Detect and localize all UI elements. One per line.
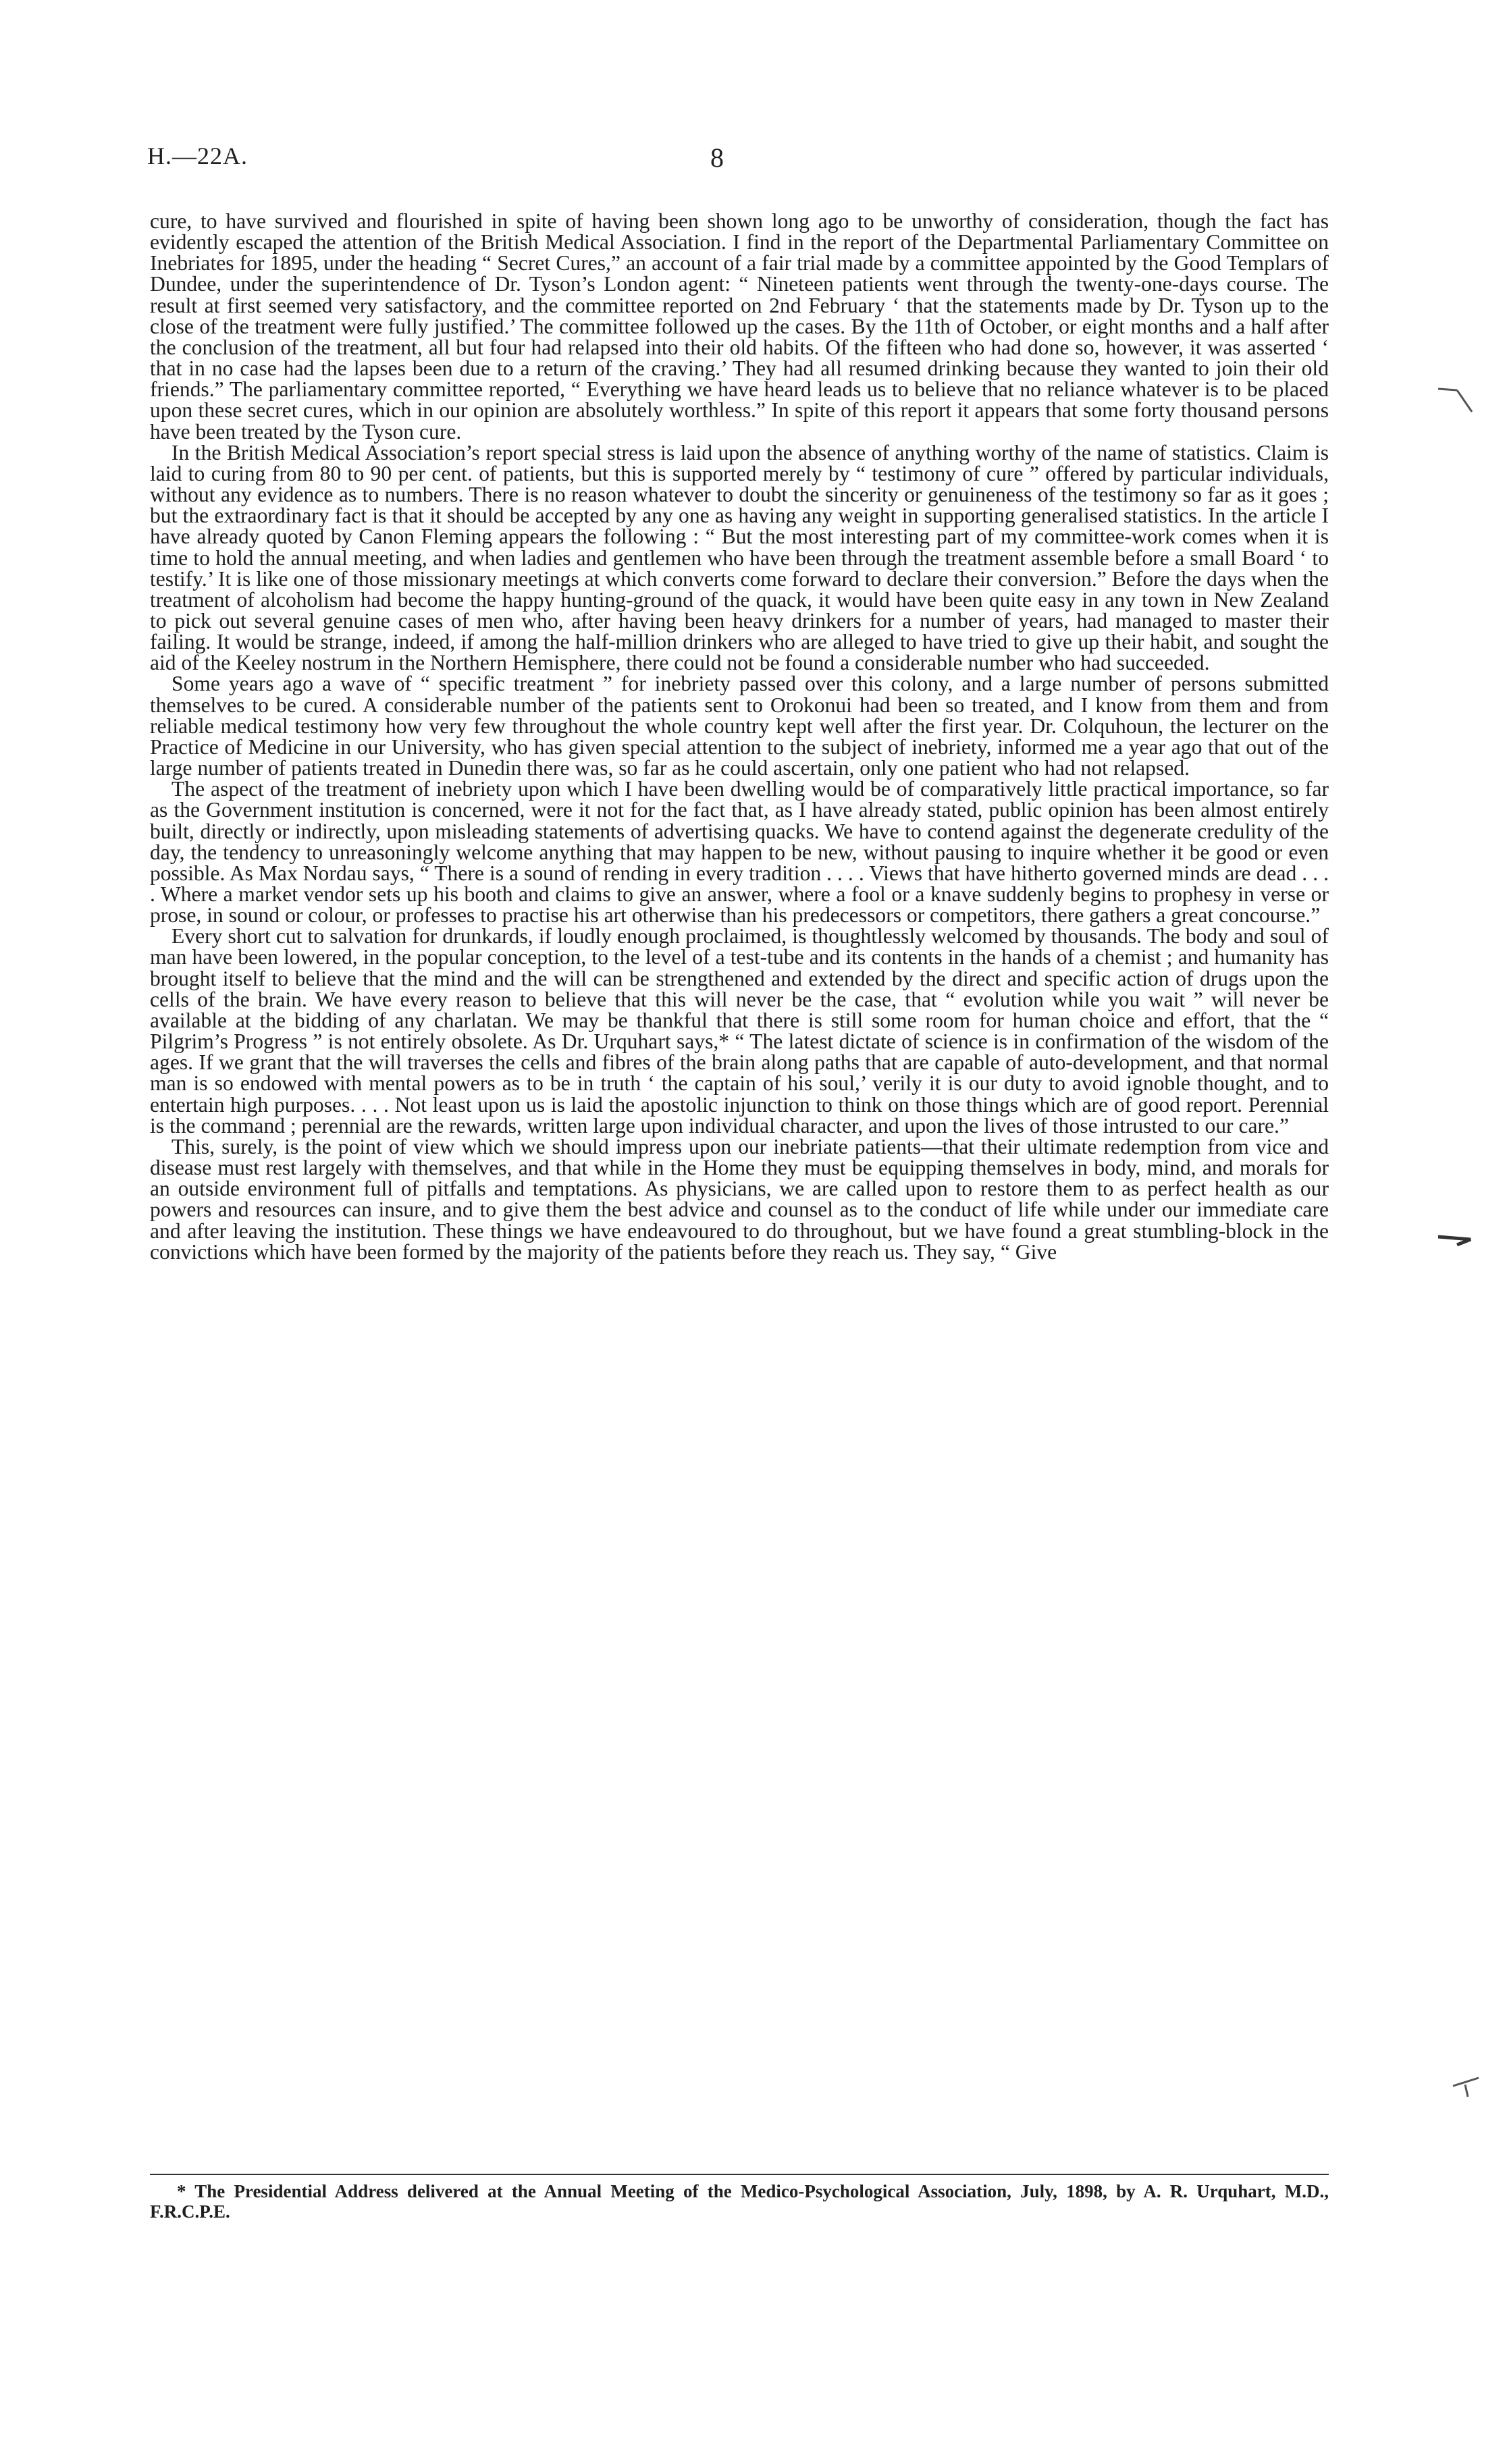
margin-mark-3 [1452, 2072, 1485, 2099]
paragraph-5: Every short cut to salvation for drunkards, if loudly enough proclaimed, is thoughtlessly welcomed by thousands. The body and soul of man have been lowered, in the popular conception, to the level of a test-tube and its contents in the hands of a chemist ; and humanity has brought itself to believe that the mind and the will can be strengthened and extended by the direct and specific action of drugs upon the cells of the brain. We have every reason to believe that this will never be the case, that “ evolution while you wait ” will never be available at the bidding of any charlatan. We may be thankful that there is still some room for human choice and effort, that the “ Pilgrim’s Progress ” is not entirely obsolete. As Dr. Urquhart says,* “ The latest dictate of science is in confirmation of the wisdom of the ages. If we grant that the will traverses the cells and fibres of the brain along paths that are capable of auto-development, and that normal man is so endowed with mental powers as to be in truth ‘ the captain of his soul,’ verily it is our duty to avoid ignoble thought, and to entertain high purposes. . . . Not least upon us is laid the apostolic injunction to think on those things which are of good report. Perennial is the command ; perennial are the rewards, written large upon individual character, and upon the lives of those intrusted to our care.” [150, 924, 1329, 1137]
document-reference: H.—22A. [147, 142, 248, 169]
paragraph-4: The aspect of the treatment of inebriety upon which I have been dwelling would be of comparatively little practical importance, so far as the Government institution is concerned, were it not for the fact that, as I have already stated, public opinion has been almost entirely built, directly or indirectly, upon misleading statements of advertising quacks. We have to contend against the degenerate credulity of the day, the tendency to unreasoningly welcome anything that may happen to be new, without pausing to inquire whether it be good or even possible. As Max Nordau says, “ There is a sound of rending in every tradition . . . . Views that have hitherto governed minds are dead . . . . Where a market vendor sets up his booth and claims to give an answer, where a fool or a knave suddenly begins to prophesy in verse or prose, in sound or colour, or professes to practise his art otherwise than his predecessors or competitors, there gathers a great concourse.” [150, 777, 1329, 928]
page-number: 8 [710, 142, 724, 173]
paragraph-2: In the British Medical Association’s report special stress is laid upon the absence of anything worthy of the name of statistics. Claim is laid to curing from 80 to 90 per cent. of patients, but this is supported merely by “ testimony of cure ” offered by particular individuals, without any evidence as to numbers. There is no reason whatever to doubt the sincerity or genuineness of the testimony so far as it goes ; but the extraordinary fact is that it should be accepted by any one as having any weight in supporting generalised statistics. In the article I have already quoted by Canon Fleming appears the following : “ But the most interesting part of my committee-work comes when it is time to hold the annual meeting, and when ladies and gentlemen who have been through the treatment assemble before a small Board ‘ to testify.’ It is like one of those missionary meetings at which converts come forward to declare their conversion.” Before the days when the treatment of alcoholism had become the happy hunting-ground of the quack, it would have been quite easy in any town in New Zealand to pick out several genuine cases of men who, after having been heavy drinkers for a number of years, had managed to master their failing. It would be strange, indeed, if among the half-million drinkers who are alleged to have tried to give up their habit, and sought the aid of the Keeley nostrum in the Northern Hemisphere, there could not be found a considerable number who had succeeded. [150, 440, 1329, 675]
footnote [150, 2181, 1329, 2222]
paragraph-1: cure, to have survived and flourished in spite of having been shown long ago to be unworthy of consideration, though the fact has evidently escaped the attention of the British Medical Association. I find in the report of the Departmental Parliamentary Committee on Inebriates for 1895, under the heading “ Secret Cures,” an account of a fair trial made by a committee appointed by the Good Templars of Dundee, under the superintendence of Dr. Tyson’s London agent: “ Nineteen patients went through the twenty-one-days course. The result at first seemed very satisfactory, and the committee reported on 2nd February ‘ that the statements made by Dr. Tyson up to the close of the treatment were fully justified.’ The committee followed up the cases. By the 11th of October, or eight months and a half after the conclusion of the treatment, all but four had relapsed into their old habits. Of the fifteen who had done so, however, it was asserted ‘ that in no case had the lapses been due to a return of the craving.’ They had all resumed drinking because they wanted to join their old friends.” The parliamentary committee reported, “ Everything we have heard leads us to believe that no reliance whatever is to be placed upon these secret cures, which in our opinion are absolutely worthless.” In spite of this report it appears that some forty thousand persons have been treated by the Tyson cure. [150, 209, 1329, 444]
footnote-rule [150, 2174, 1329, 2175]
paragraph-6: This, surely, is the point of view which we should impress upon our inebriate patients—that their ultimate redemption from vice and disease must rest largely with themselves, and that while in the Home they must be equipping themselves in body, mind, and morals for an outside environment full of pitfalls and temptations. As physicians, we are called upon to restore them to as perfect health as our powers and resources can insure, and to give them the best advice and counsel as to the conduct of life while under our immediate care and after leaving the institution. These things we have endeavoured to do throughout, but we have found a great stumbling-block in the convictions which have been formed by the majority of the patients before they reach us. They say, “ Give [150, 1134, 1329, 1264]
margin-mark-1 [1437, 385, 1477, 419]
footnote-text: * The Presidential Address delivered at the Annual Meeting of the Medico-Psychological Association, July, 1898, by A. R. Urquhart, M.D., F.R.C.P.E. [150, 2181, 1329, 2222]
margin-mark-2 [1437, 1229, 1477, 1249]
paragraph-3: Some years ago a wave of “ specific treatment ” for inebriety passed over this colony, and a large number of persons submitted themselves to be cured. A considerable number of the patients sent to Orokonui had been so treated, and I know from them and from reliable medical testimony how very few throughout the whole country kept well after the first year. Dr. Colquhoun, the lecturer on the Practice of Medicine in our University, who has given special attention to the subject of inebriety, informed me a year ago that out of the large number of patients treated in Dunedin there was, so far as he could ascertain, only one patient who had not relapsed. [150, 672, 1329, 780]
body-text [150, 211, 1329, 1262]
